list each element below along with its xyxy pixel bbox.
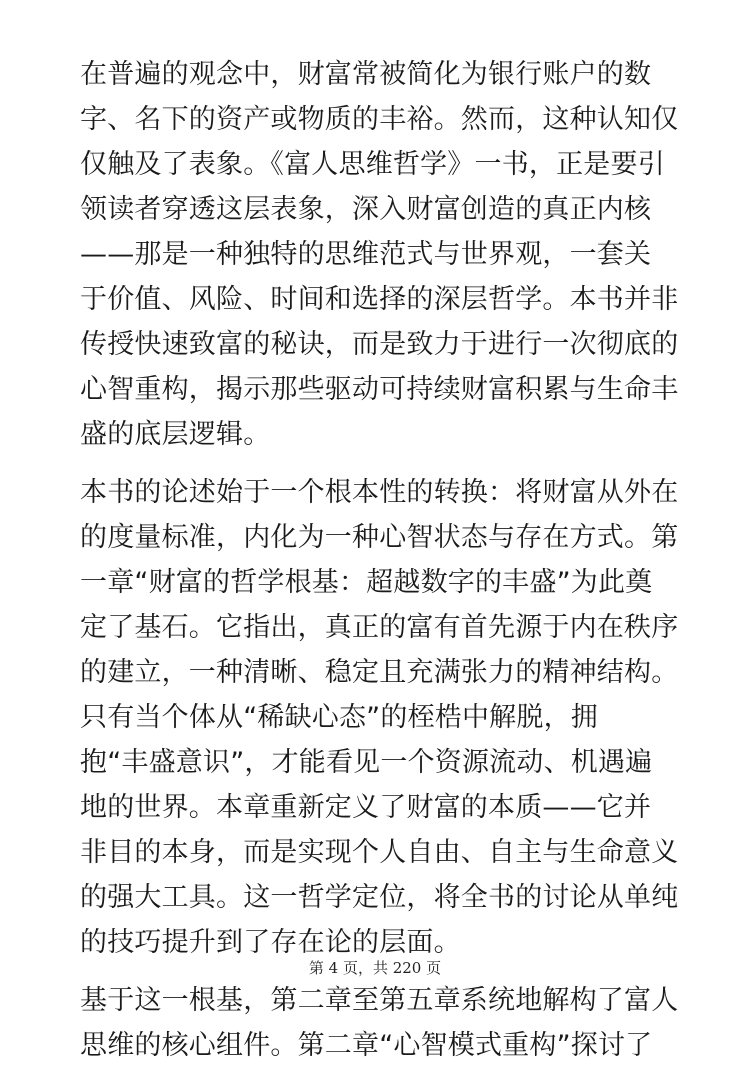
text-line: 非目的本身，而是实现个人自由、自主与生命意义 bbox=[80, 837, 679, 868]
text-line: 于价值、风险、时间和选择的深层哲学。本书并非 bbox=[80, 284, 679, 315]
page-number-footer: 第 4 页，共 220 页 bbox=[308, 959, 442, 977]
text-line: 地的世界。本章重新定义了财富的本质——它并 bbox=[80, 792, 652, 823]
text-line: 领读者穿透这层表象，深入财富创造的真正内核 bbox=[80, 194, 652, 225]
text-line: 盛的底层逻辑。 bbox=[80, 419, 271, 450]
text-line: 思维的核心组件。第二章“心智模式重构”探讨了 bbox=[80, 1030, 653, 1061]
text-line: 抱“丰盛意识”，才能看见一个资源流动、机遇遍 bbox=[80, 747, 653, 778]
text-line: 的度量标准，内化为一种心智状态与存在方式。第 bbox=[80, 522, 679, 553]
text-line: 的建立，一种清晰、稳定且充满张力的精神结构。 bbox=[80, 657, 679, 688]
text-line: 心智重构，揭示那些驱动可持续财富积累与生命丰 bbox=[80, 374, 679, 405]
text-line: 一章“财富的哲学根基：超越数字的丰盛”为此奠 bbox=[80, 567, 653, 598]
text-line: 的强大工具。这一哲学定位，将全书的讨论从单纯 bbox=[80, 882, 679, 913]
paragraph-2 bbox=[80, 470, 680, 965]
paragraph-1 bbox=[80, 52, 680, 457]
text-line: 本书的论述始于一个根本性的转换：将财富从外在 bbox=[80, 477, 679, 508]
text-line: 的技巧提升到了存在论的层面。 bbox=[80, 927, 461, 958]
text-line: ——那是一种独特的思维范式与世界观，一套关 bbox=[80, 239, 652, 270]
text-line: 基于这一根基，第二章至第五章系统地解构了富人 bbox=[80, 985, 679, 1016]
text-line: 在普遍的观念中，财富常被简化为银行账户的数 bbox=[80, 59, 652, 90]
text-line: 定了基石。它指出，真正的富有首先源于内在秩序 bbox=[80, 612, 679, 643]
text-line: 传授快速致富的秘诀，而是致力于进行一次彻底的 bbox=[80, 329, 679, 360]
body-text bbox=[80, 52, 680, 1081]
text-line: 仅触及了表象。《富人思维哲学》一书，正是要引 bbox=[80, 149, 665, 180]
text-line: 字、名下的资产或物质的丰裕。然而，这种认知仅 bbox=[80, 104, 679, 135]
text-line: 只有当个体从“稀缺心态”的桎梏中解脱，拥 bbox=[80, 702, 598, 733]
paragraph-3 bbox=[80, 978, 680, 1068]
